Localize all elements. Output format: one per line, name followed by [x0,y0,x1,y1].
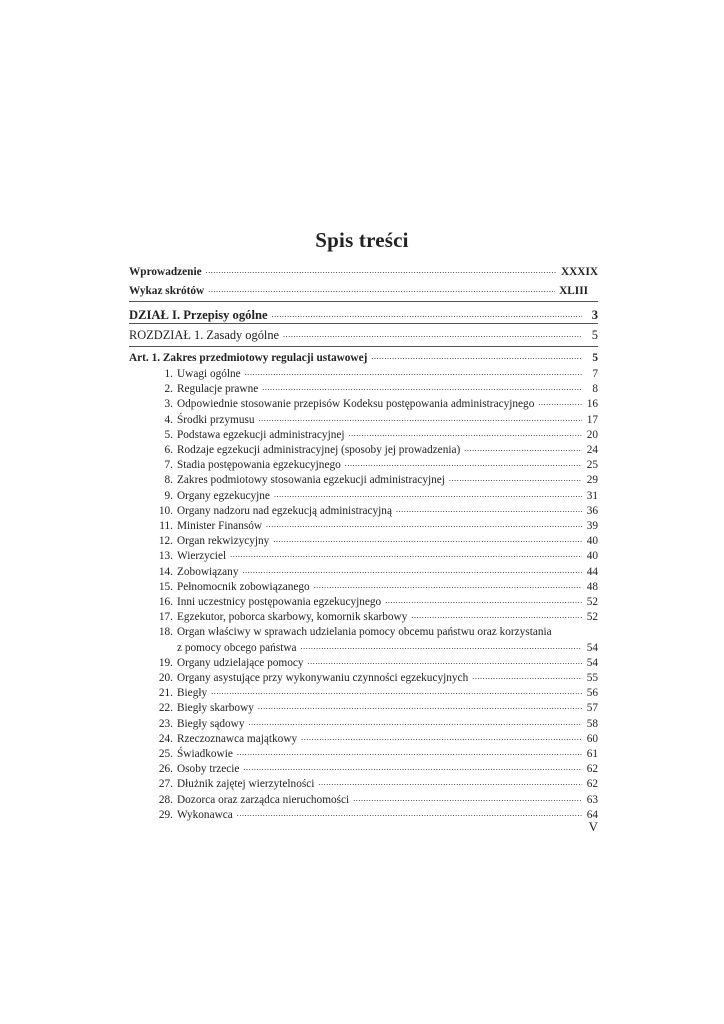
leader-dots [230,549,582,563]
toc-label: Zobowiązany [177,565,239,578]
toc-subentry[interactable] [129,671,598,685]
toc-subentry[interactable] [129,686,598,700]
toc-label: Organy egzekucyjne [177,489,270,502]
toc-number: 25. [158,748,173,760]
toc-page-number: 5 [591,328,598,342]
toc-number: 11. [159,520,173,532]
toc-label: Pełnomocnik zobowiązanego [177,580,310,593]
toc-page-number: XLIII [559,285,588,297]
toc-number: 8. [164,474,173,487]
toc-subentry[interactable] [129,595,598,609]
toc-subentry[interactable] [129,413,598,427]
toc-subentry[interactable] [129,732,598,746]
leader-dots [272,309,582,323]
toc-page-number: 54 [586,656,598,669]
leader-dots [349,428,582,442]
toc-page-number: 8 [592,383,598,396]
toc-number: 9. [164,489,173,502]
toc-label: Rodzaje egzekucji administracyjnej (sposoby jej prowadzenia) [177,444,461,456]
toc-entry-article[interactable] [129,351,598,365]
leader-dots [371,351,582,365]
toc-label: Biegły skarbowy [177,702,254,715]
toc-page-number: 40 [586,550,598,563]
toc-page-number: 39 [586,520,598,532]
toc-entry-wykaz-skrotow[interactable] [129,284,598,298]
toc-number: 17. [158,611,173,624]
leader-dots [248,717,582,731]
toc-page-number: 5 [592,352,598,364]
toc-subentry[interactable] [129,777,598,791]
leader-dots [314,580,582,594]
toc-number: 18. [158,626,173,639]
leader-dots [243,762,582,776]
leader-dots [411,610,582,624]
toc-page-number: 55 [586,672,598,684]
toc-number: 13. [158,550,173,563]
toc-page-number: 63 [586,793,598,806]
toc-number: 15. [158,580,173,593]
leader-dots [308,656,582,670]
leader-dots [353,793,582,807]
leader-dots [266,519,582,533]
leader-dots [242,565,582,579]
leader-dots [385,595,582,609]
toc-subentry[interactable] [129,443,598,457]
toc-page-number: 17 [586,413,598,426]
leader-dots [237,747,582,761]
leader-dots [237,808,582,822]
toc-subentry[interactable] [129,565,598,579]
page-title: Spis treści [315,228,409,252]
toc-number: 3. [164,398,173,411]
toc-label: Regulacje prawne [177,383,259,396]
toc-subentry[interactable] [129,656,598,670]
toc-subentry[interactable] [129,580,598,594]
toc-subentry[interactable] [129,610,598,624]
toc-label: Świadkowie [177,748,233,760]
toc-subentry[interactable] [129,701,598,715]
toc-number: 29. [158,808,173,821]
toc-number: 24. [158,732,173,745]
toc-page-number: 3 [591,308,598,322]
toc-subentry[interactable] [129,504,598,518]
toc-label: Minister Finansów [177,520,263,532]
toc-subentry-continuation[interactable] [129,641,598,655]
toc-page-number: 40 [586,535,598,548]
toc-label: Stadia postępowania egzekucyjnego [177,459,341,472]
leader-dots [211,686,582,700]
toc-page-number: 48 [586,580,598,593]
leader-dots [258,701,582,715]
toc-label: z pomocy obcego państwa [177,641,297,654]
toc-subentry[interactable] [129,367,598,381]
toc-number: 10. [158,504,173,517]
toc-subentry[interactable] [129,747,598,761]
toc-label: Biegły sądowy [177,717,245,730]
toc-entry-wprowadzenie[interactable] [129,265,598,279]
toc-number: 22. [158,702,173,715]
toc-label: Organ właściwy w sprawach udzielania pomocy obcemu państwu oraz korzystania [177,626,552,639]
toc-number: 21. [158,687,173,700]
toc-label: Organ rekwizycyjny [177,535,270,548]
toc-label: Art. 1. Zakres przedmiotowy regulacji ustawowej [129,352,368,364]
toc-number: 28. [158,793,173,806]
toc-page-number: 52 [586,611,598,624]
leader-dots [464,443,582,457]
divider [129,301,598,302]
toc-subentry[interactable] [129,534,598,548]
toc-label: Dłużnik zajętej wierzytelności [177,778,315,791]
toc-page-number: 57 [586,702,598,715]
toc-entry-rozdzial[interactable] [129,328,598,343]
toc-label: Organy asystujące przy wykonywaniu czynności egzekucyjnych [177,672,469,684]
leader-dots [283,329,582,343]
toc-number: 26. [158,763,173,776]
toc-page-number: 64 [586,808,598,821]
toc-page-number: 25 [586,459,598,472]
toc-label: Rzeczoznawca majątkowy [177,732,298,745]
toc-subentry[interactable] [129,808,598,822]
toc-number: 12. [158,535,173,548]
toc-label: Wykaz skrótów [129,285,205,297]
toc-label: Inni uczestnicy postępowania egzekucyjnego [177,596,382,608]
toc-number: 27. [158,778,173,791]
toc-subentry[interactable] [129,397,598,411]
toc-subentry[interactable] [129,473,598,487]
leader-dots [208,284,555,298]
toc-label: DZIAŁ I. Przepisy ogólne [129,308,268,322]
toc-label: Środki przymusu [177,413,255,426]
toc-label: Odpowiednie stosowanie przepisów Kodeksu postępowania administracyjnego [177,398,535,411]
toc-number: 7. [164,459,173,472]
toc-subentry[interactable] [129,428,598,442]
leader-dots [345,458,582,472]
toc-label: Organy udzielające pomocy [177,656,304,669]
toc-subentry[interactable] [129,489,598,503]
toc-label: Osoby trzecie [177,763,240,776]
leader-dots [301,732,582,746]
toc-label: Wykonawca [177,808,233,821]
toc-number: 6. [164,444,173,456]
toc-label: Dozorca oraz zarządca nieruchomości [177,793,350,806]
toc-number: 1. [164,368,173,380]
toc-label: Organy nadzoru nad egzekucją administracyjną [177,504,392,517]
toc-subentry[interactable] [129,762,598,776]
leader-dots [396,504,582,518]
toc-page-number: 7 [592,368,598,380]
toc-page-number: 62 [586,763,598,776]
toc-page-number: 44 [586,565,598,578]
leader-dots [472,671,582,685]
toc-number: 16. [158,596,173,608]
toc-number: 23. [158,717,173,730]
leader-dots [318,777,582,791]
toc-number: 20. [158,672,173,684]
toc-page-number: XXXIX [560,266,598,278]
toc-page-number: 31 [586,489,598,502]
toc-entry-dzial[interactable] [129,308,598,323]
toc-number: 4. [164,413,173,426]
toc-page-number: 61 [586,748,598,760]
toc-subentry[interactable] [129,549,598,563]
toc-number: 2. [164,383,173,396]
toc-number: 14. [158,565,173,578]
leader-dots [274,489,582,503]
toc-page-number: 29 [586,474,598,487]
toc-page-number: 20 [586,428,598,441]
leader-dots [259,413,582,427]
leader-dots [245,367,582,381]
toc-label: Zakres podmiotowy stosowania egzekucji administracyjnej [177,474,445,487]
toc-page-number: 54 [586,641,598,654]
toc-subentry[interactable] [129,458,598,472]
toc-number: 19. [158,656,173,669]
toc-label: Biegły [177,687,208,700]
divider [129,323,598,324]
toc-subentry[interactable] [129,625,598,639]
toc-page-number: 58 [586,717,598,730]
toc-page-number: 52 [586,596,598,608]
toc-page-number: 60 [586,732,598,745]
toc-label: Wprowadzenie [129,266,202,278]
leader-dots [538,397,582,411]
toc-label: Podstawa egzekucji administracyjnej [177,428,345,441]
toc-label: ROZDZIAŁ 1. Zasady ogólne [129,328,280,342]
leader-dots [206,265,557,279]
toc-label: Uwagi ogólne [177,368,241,380]
toc-subentry[interactable] [129,717,598,731]
toc-subentry[interactable] [129,519,598,533]
toc-page-number: 62 [586,778,598,791]
leader-dots [301,641,582,655]
toc-subentry[interactable] [129,382,598,396]
toc-number: 5. [164,428,173,441]
toc-page-number: 36 [586,504,598,517]
toc-page-number: 56 [586,687,598,700]
toc-label: Egzekutor, poborca skarbowy, komornik skarbowy [177,611,408,624]
toc-label: Wierzyciel [177,550,227,563]
page-number-folio: V [588,819,598,834]
leader-dots [449,473,582,487]
toc-page-number: 16 [586,398,598,411]
toc-subentry[interactable] [129,793,598,807]
toc-page-number: 24 [586,444,598,456]
divider [129,346,598,347]
leader-dots [262,382,582,396]
leader-dots [273,534,582,548]
